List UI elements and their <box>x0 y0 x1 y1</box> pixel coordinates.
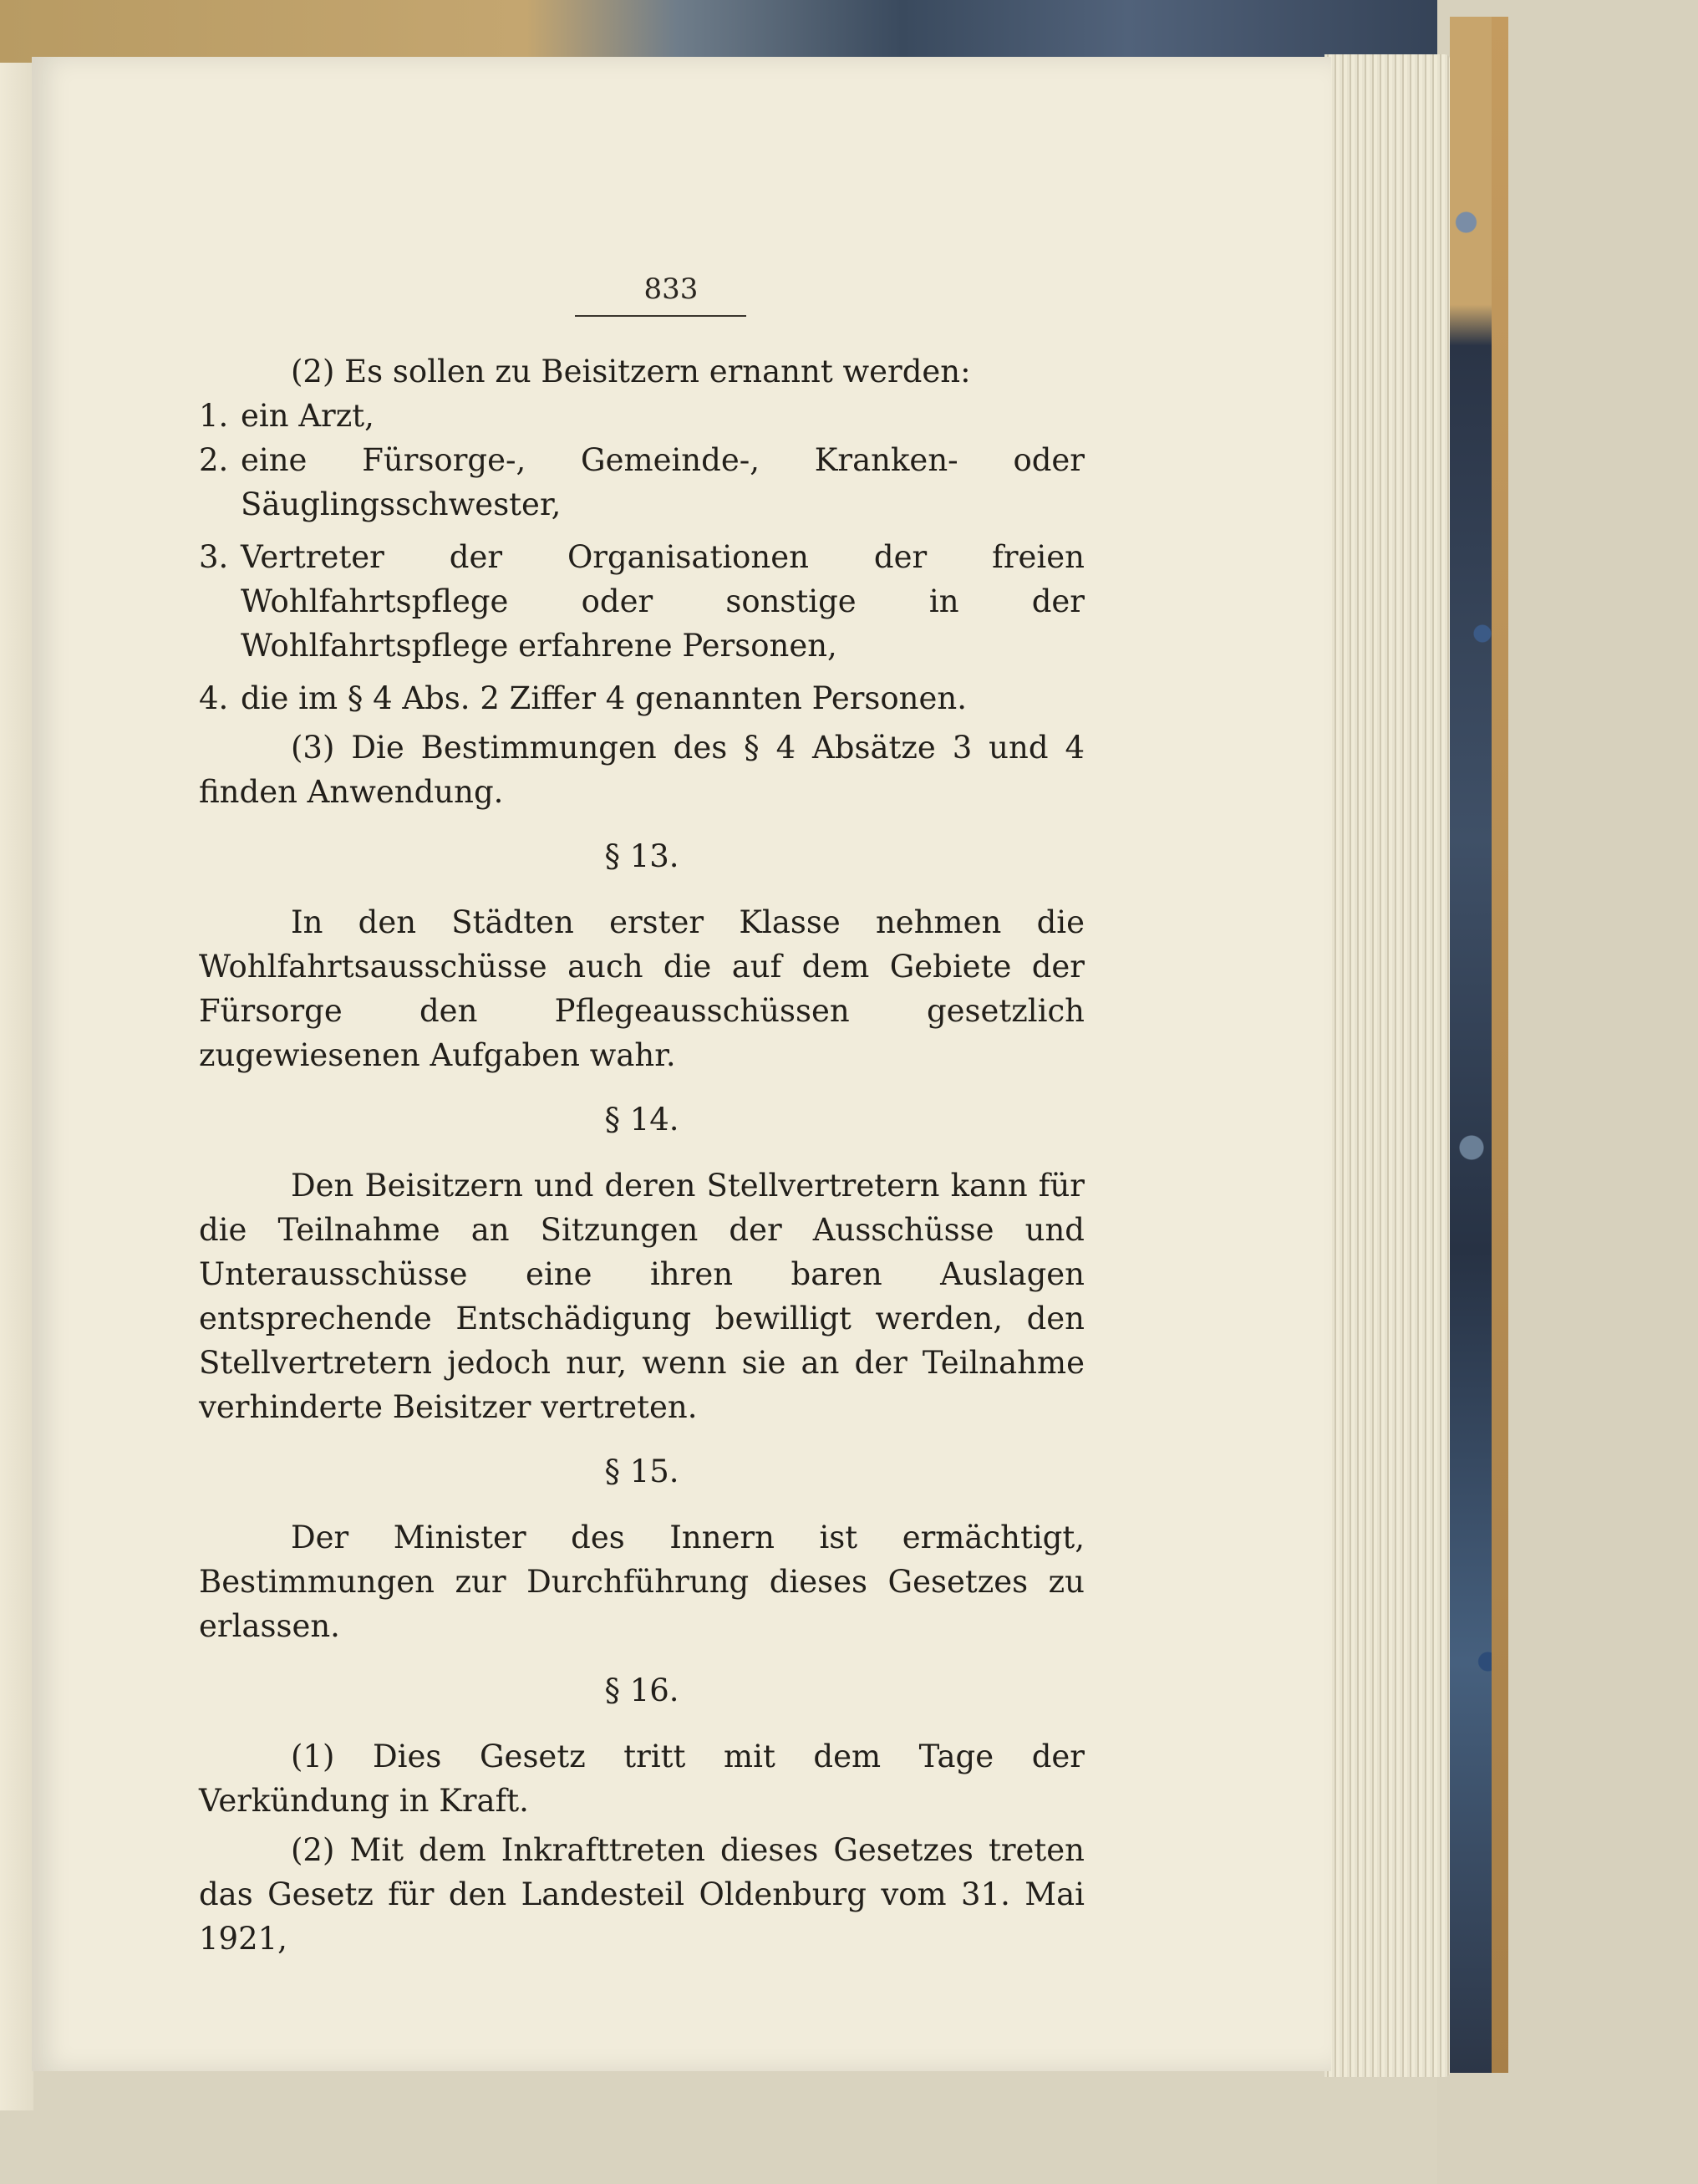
section-heading-16: § 16. <box>604 1672 679 1708</box>
left-page-edge <box>0 63 33 2110</box>
list-item-text: eine Fürsorge-, Gemeinde-, Kranken- oder Säuglingsschwester, <box>241 442 1085 522</box>
page-number: 833 <box>643 272 699 306</box>
page-number-rule <box>575 315 746 317</box>
page-edges <box>1324 54 1450 2077</box>
paragraph-section-14: Den Beisitzern und deren Stellvertretern kann für die Teilnahme an Sitzungen der Ausschüsse und Unterausschüsse eine ihren baren Auslagen entsprechende Entschädigung bewilligt werden, den Stellvertretern jedoch nur, wenn sie an der Teilnahme verhinderte Beisitzer vertreten. <box>199 1168 1085 1425</box>
list-item <box>199 676 1085 720</box>
paragraph-section-16-2: (2) Mit dem Inkrafttreten dieses Gesetzes treten das Gesetz für den Landesteil Oldenburg vom 31. Mai 1921, <box>199 1832 1085 1957</box>
list-item <box>199 535 1085 668</box>
list-item-text: ein Arzt, <box>241 398 374 434</box>
list-item-number: 4. <box>199 680 229 716</box>
paragraph-section-16-1: (1) Dies Gesetz tritt mit dem Tage der Verkündung in Kraft. <box>199 1739 1085 1819</box>
paragraph-2: (2) Es sollen zu Beisitzern ernannt werden: <box>291 354 971 389</box>
list-item-text: die im § 4 Abs. 2 Ziffer 4 genannten Personen. <box>241 680 967 716</box>
list-item-number: 3. <box>199 539 229 575</box>
paragraph-section-13: In den Städten erster Klasse nehmen die Wohlfahrtsausschüsse auch die auf dem Gebiete der Fürsorge den Pflegeausschüssen gesetzlich zugewiesenen Aufgaben wahr. <box>199 904 1085 1073</box>
list-item-number: 2. <box>199 442 229 478</box>
list-item <box>199 394 1085 438</box>
page-text <box>199 349 1085 1961</box>
list-item-text: Vertreter der Organisationen der freien Wohlfahrtspflege oder sonstige in der Wohlfahrtspflege erfahrene Personen, <box>241 539 1085 664</box>
book-page <box>32 57 1331 2071</box>
list-item-number: 1. <box>199 398 229 434</box>
paragraph-3: (3) Die Bestimmungen des § 4 Absätze 3 und 4 finden Anwendung. <box>199 730 1085 810</box>
paragraph-section-15: Der Minister des Innern ist ermächtigt, Bestimmungen zur Durchführung dieses Gesetzes zu erlassen. <box>199 1520 1085 1644</box>
leather-spine <box>1492 17 1508 2073</box>
section-heading-13: § 13. <box>604 838 679 874</box>
section-heading-15: § 15. <box>604 1453 679 1489</box>
section-heading-14: § 14. <box>604 1102 679 1138</box>
list-item <box>199 438 1085 527</box>
